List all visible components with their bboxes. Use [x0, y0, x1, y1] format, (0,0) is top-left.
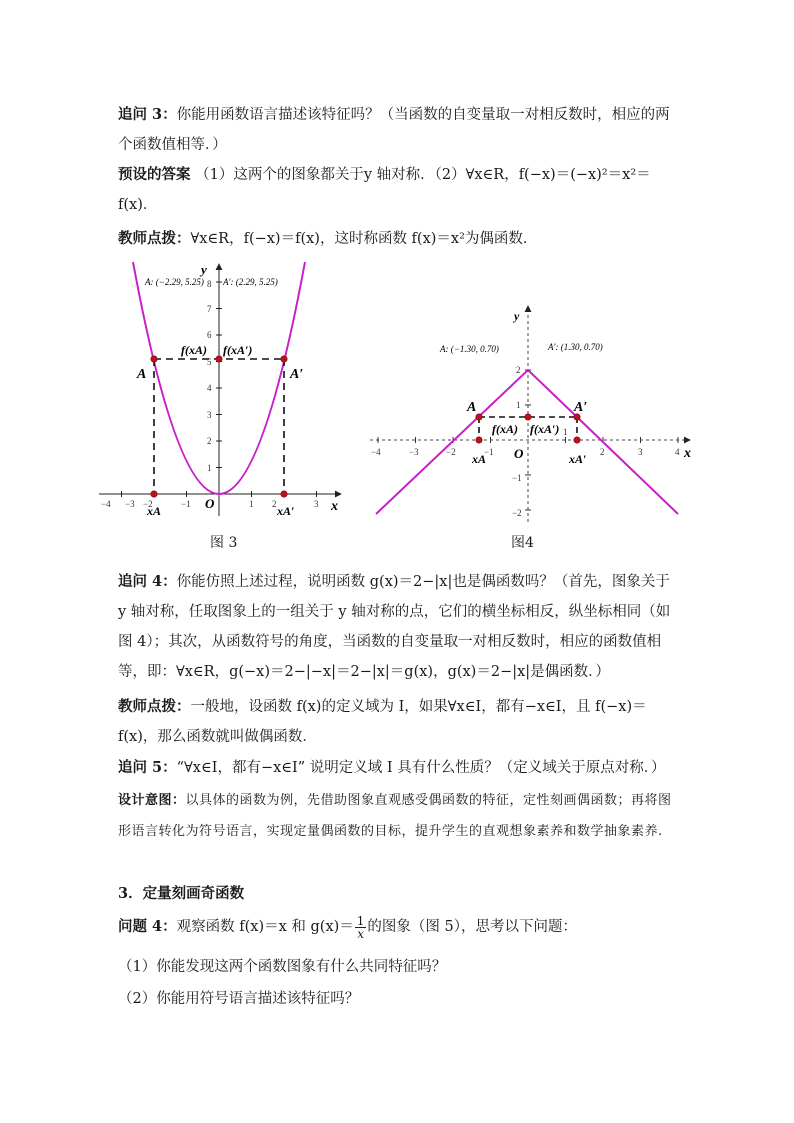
fig4-x-tick-label: −3	[409, 447, 419, 457]
fig3-coord-label-A: A: (−2.29, 5.25)	[145, 277, 204, 287]
fig3-x-tick-label: −1	[181, 499, 191, 509]
fig3-label-f-xA: f(xA)	[181, 343, 207, 357]
fig4-y-axis-label: y	[514, 309, 520, 323]
sub-question-2: （2）你能用符号语言描述该特征吗？	[118, 991, 360, 1007]
teacher-note-2-lead: 教师点拨：	[118, 698, 191, 715]
fig3-x-tick-label: 3	[314, 499, 319, 509]
fig4-abs-curve	[376, 370, 678, 514]
fig4-label-f-xA: f(xA)	[492, 422, 518, 436]
fig4-y-tick-label: 2	[516, 365, 521, 375]
fig3-y-axis-label: y	[201, 262, 207, 277]
problem-4-paragraph	[118, 912, 678, 942]
fig3-y-tick-label: 2	[207, 436, 212, 446]
preset-answer-text-1: （1）这两个的图象都关于y 轴对称．（2）∀x∈R，f(−x)＝(−x)²＝x²＝	[195, 167, 651, 183]
figure-4-abs-graph	[368, 300, 698, 525]
fig3-point-xA	[151, 491, 157, 497]
fig4-point-A	[476, 414, 482, 420]
preset-answer-lead: 预设的答案	[118, 166, 191, 183]
fraction-denominator: x	[357, 926, 364, 941]
fig4-x-tick-label: 1	[563, 427, 568, 437]
fig4-y-tick-label: −1	[512, 473, 522, 483]
fig3-label-xA: xA	[147, 504, 162, 518]
teacher-note-2-text: 一般地，设函数 f(x)的定义域为 I，如果∀x∈I，都有−x∈I，且 f(−x)＝f(x)，那么函数就叫做偶函数．	[118, 699, 647, 745]
fig4-x-tick-label: −4	[371, 447, 381, 457]
fig3-y-tick-label: 6	[207, 330, 212, 340]
fig4-x-tick-label: −1	[484, 447, 494, 457]
teacher-note-1-lead: 教师点拨：	[118, 230, 191, 247]
question-4-paragraph	[118, 567, 678, 687]
question-5-paragraph	[118, 753, 678, 783]
sub-question-1: （1）你能发现这两个函数图象有什么共同特征吗？	[118, 959, 447, 975]
fig4-label-A-prime: A′	[574, 400, 588, 415]
question-5-lead: 追问 5：	[118, 759, 177, 776]
teacher-note-1	[118, 224, 678, 254]
fig4-point-f-xA	[525, 414, 531, 420]
section-3-heading: 3．定量刻画奇函数	[118, 885, 245, 902]
teacher-note-1-text: ∀x∈R，f(−x)＝f(x)，这时称函数 f(x)＝x²为偶函数．	[190, 231, 538, 247]
figure-3-parabola-graph	[95, 260, 345, 520]
fig3-label-f-xA-prime: f(xA′)	[223, 343, 253, 357]
fig3-x-tick-label: −3	[125, 499, 135, 509]
design-intent-text: 以具体的函数为例，先借助图象直观感受偶函数的特征，定性刻画偶函数；再将图形语言转化为符号语言，实现定量偶函数的目标，提升学生的直观想象素养和数学抽象素养.	[118, 793, 672, 839]
fig3-coord-label-A-prime: A′: (2.29, 5.25)	[223, 277, 278, 287]
fig3-origin-label: O	[205, 496, 215, 511]
design-intent-paragraph	[118, 785, 678, 847]
fig4-y-tick-label: −2	[512, 508, 522, 518]
fig3-label-A-prime: A′	[290, 367, 304, 382]
fig3-point-f-xA	[216, 356, 222, 362]
fig3-y-tick-label: 3	[207, 410, 212, 420]
fig3-y-tick-label: 4	[207, 383, 212, 393]
fig3-point-A-prime	[281, 356, 287, 362]
fig4-label-xA: xA	[472, 452, 487, 466]
fig4-x-tick-label: 4	[675, 447, 680, 457]
fig3-x-tick-label: −2	[143, 499, 153, 509]
figure-4-caption: 图4	[511, 535, 534, 551]
fig3-x-tick-label: 1	[249, 499, 254, 509]
fig4-point-xA	[476, 437, 482, 443]
fig3-y-tick-label: 7	[207, 304, 212, 314]
figure-3-caption: 图 3	[210, 535, 238, 551]
fig3-x-tick-label: 2	[272, 499, 277, 509]
fig3-y-tick-label: 8	[207, 279, 212, 289]
fig3-label-xA-prime: xA′	[277, 504, 295, 518]
fig3-y-tick-label: 5	[207, 357, 212, 367]
fraction-one-over-x	[355, 915, 367, 940]
teacher-note-2	[118, 692, 678, 752]
question-5-text: “∀x∈I，都有−x∈I” 说明定义域 I 具有什么性质？（定义域关于原点对称．）	[176, 760, 666, 776]
problem-4-lead: 问题 4：	[118, 918, 177, 935]
question-3-text: 你能用函数语言描述该特征吗？（当函数的自变量取一对相反数时，相应的两个函数值相等．）	[118, 107, 670, 153]
fig4-coord-label-A-prime: A′: (1.30, 0.70)	[548, 342, 603, 352]
question-3-lead: 追问 3：	[118, 106, 177, 123]
preset-answer-paragraph	[118, 160, 678, 220]
fig3-x-tick-label: −4	[101, 499, 111, 509]
preset-answer-text-2: f(x)．	[118, 197, 158, 213]
fig4-point-xA-prime	[574, 437, 580, 443]
fig4-coord-label-A: A: (−1.30, 0.70)	[440, 344, 499, 354]
fig3-point-xA-prime	[281, 491, 287, 497]
problem-4-text-after: 的图象（图 5），思考以下问题：	[367, 919, 578, 935]
question-3-paragraph	[118, 100, 678, 160]
question-4-text: 你能仿照上述过程，说明函数 g(x)＝2−|x|也是偶函数吗？（首先，图象关于y 轴对称，任取图象上的一组关于 y 轴对称的点，它们的横坐标相反，纵坐标相同（如图 4）；其次，从函数符号的角度，当函数的自变量取一对相反数时，相应的函数值相等，即：∀x∈R，g(−x)＝2−|−x|＝2−|x|＝g(x)，g(x)＝2−|x|是偶函数．）	[118, 574, 671, 680]
fig4-x-tick-label: 2	[600, 447, 605, 457]
fig4-label-A: A	[467, 400, 477, 415]
question-4-lead: 追问 4：	[118, 573, 177, 590]
problem-4-text-before: 观察函数 f(x)＝x 和 g(x)＝	[176, 919, 354, 935]
fig4-x-tick-label: 3	[638, 447, 643, 457]
design-intent-lead: 设计意图：	[118, 793, 186, 808]
fig4-x-axis-label: x	[684, 446, 691, 461]
fig3-y-tick-label: 1	[207, 463, 212, 473]
fig4-label-f-xA-prime: f(xA′)	[530, 422, 560, 436]
fig4-origin-label: O	[514, 446, 524, 461]
fig3-x-axis-label: x	[331, 499, 338, 514]
fraction-numerator: 1	[356, 913, 365, 928]
fig3-label-A: A	[137, 367, 147, 382]
fig3-point-A	[151, 356, 157, 362]
fig4-x-tick-label: −2	[446, 447, 456, 457]
fig4-label-xA-prime: xA′	[569, 452, 587, 466]
fig4-y-tick-label: 1	[516, 400, 521, 410]
